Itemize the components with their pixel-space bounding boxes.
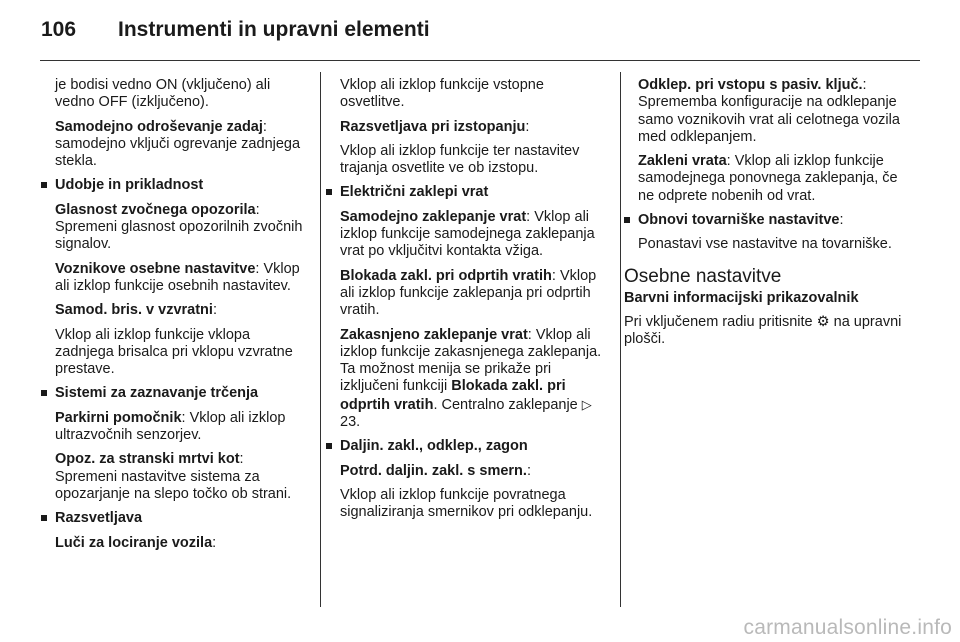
item-text: : Spremeni glasnost opozorilnih zvočnih signalov. [55, 201, 303, 253]
column-1 [55, 77, 307, 559]
item-colon: : [212, 302, 217, 319]
item-text: : Vklop ali izklop funkcije samodejnega ponovnega zaklepanja, če ne odprete nobenih od vrat. [638, 153, 898, 204]
col1-item-6 [55, 451, 307, 503]
bullet-factory-reset [638, 212, 908, 229]
item-text: : Vklop ali izklop funkcije osebnih nastavitev. [55, 260, 300, 294]
page-title: Instrumenti in upravni elementi [118, 18, 430, 41]
col1-item-4 [55, 302, 307, 319]
column-2 [340, 77, 602, 529]
col3-paragraph [624, 314, 908, 349]
bullet-lighting [55, 510, 307, 527]
col1-item-3 [55, 261, 307, 296]
col1-item-2 [55, 202, 307, 254]
bullet-title: Sistemi za zaznavanje trčenja [55, 385, 259, 402]
page-reference-icon: ▷ [581, 396, 592, 412]
item-text: : Vklop ali izklop ultrazvočnih senzorjev. [55, 409, 286, 444]
col2-item-3 [340, 268, 602, 320]
item-colon: : [525, 118, 530, 135]
bullet-collision [55, 385, 307, 402]
item-text: : Vklop ali izklop funkcije zakasnjenega zaklepanja. Ta možnost menija se prikaže pri izključeni funkciji [340, 326, 602, 395]
column-divider-1 [320, 72, 321, 607]
bullet-title-text: Obnovi tovarniške nastavitve [638, 212, 840, 229]
col3-item-1 [638, 77, 908, 146]
bullet-square-icon [41, 182, 47, 188]
item-title: Samodejno odroševanje zadaj [55, 118, 263, 135]
column-divider-2 [620, 72, 621, 607]
item-text: : Spremeni nastavitve sistema za opozarjanje na slepo točko ob strani. [55, 451, 292, 502]
item-title: Potrd. daljin. zakl. s smern. [340, 462, 527, 479]
settings-icon: ⚙ [816, 313, 830, 330]
col1-item-4-text: Vklop ali izklop funkcije vklopa zadnjega brisalca pri vklopu vzvratne prestave. [55, 326, 293, 378]
watermark: carmanualsonline.info [743, 616, 952, 639]
item-title: Opoz. za stranski mrtvi kot [55, 451, 240, 468]
col1-item-1 [55, 119, 307, 171]
col1-item-5 [55, 410, 307, 445]
col2-item-5 [340, 463, 602, 480]
bullet-title [638, 212, 908, 229]
col1-item-7 [55, 535, 307, 552]
item-text: : Sprememba konfiguracije na odklepanje samo voznikovih vrat ali celotnega vozila med odklepanjem. [638, 77, 900, 145]
bullet-title: Daljin. zakl., odklep., zagon [340, 438, 528, 455]
bullet-title: Udobje in prikladnost [55, 177, 204, 194]
bullet-comfort [55, 177, 307, 194]
bullet-remote [340, 438, 602, 455]
bullet-square-icon [41, 515, 47, 521]
bullet-square-icon [326, 443, 332, 449]
item-colon: : [526, 462, 531, 479]
header-rule [40, 60, 920, 61]
item-title: Luči za lociranje vozila [55, 534, 213, 551]
col2-item-5-text: Vklop ali izklop funkcije povratnega signaliziranja smernikov pri odklepanju. [340, 486, 593, 521]
bullet-square-icon [624, 217, 630, 223]
item-title: Zakasnjeno zaklepanje vrat [340, 326, 528, 343]
page-number: 106 [41, 18, 77, 41]
item-title: Voznikove osebne nastavitve [55, 260, 256, 277]
item-text: : Vklop ali izklop funkcije samodejnega zaklepanja vrat po vključitvi kontakta vžiga. [340, 208, 595, 260]
col2-item-2 [340, 209, 602, 261]
item-title: Razsvetljava pri izstopanju [340, 118, 526, 135]
item-text: : samodejno vključi ogrevanje zadnjega stekla. [55, 118, 301, 170]
col2-item-1 [340, 119, 602, 136]
item-text: : Vklop ali izklop funkcije zaklepanja pri odprtih vratih. [340, 267, 597, 319]
page-header [0, 0, 960, 62]
item-title: Blokada zakl. pri odprtih vratih [340, 267, 552, 284]
col2-item-1-text: Vklop ali izklop funkcije ter nastavitev trajanja osvetlite ve ob izstopu. [340, 142, 580, 177]
item-ref-page: 23. [340, 414, 361, 431]
bullet-colon: : [839, 212, 844, 229]
para-text: Pri vključenem radiu pritisnite [624, 313, 813, 330]
section-heading: Osebne nastavitve [624, 265, 782, 287]
col2-intro: Vklop ali izklop funkcije vstopne osvetlitve. [340, 77, 544, 111]
sub-heading: Barvni informacijski prikazovalnik [624, 289, 859, 306]
para-after: na upravni plošči. [624, 313, 902, 348]
item-title: Samodejno zaklepanje vrat [340, 208, 527, 225]
item-ref-after: . Centralno zaklepanje [433, 396, 578, 413]
col1-intro: je bodisi vedno ON (vključeno) ali vedno OFF (izključeno). [55, 77, 271, 111]
item-title: Zakleni vrata [638, 153, 727, 170]
item-ref-title: Blokada zakl. pri odprtih vratih [340, 378, 566, 413]
bullet-door-locks [340, 184, 602, 201]
column-3 [624, 77, 908, 356]
col3-item-2 [638, 153, 908, 205]
bullet-square-icon [326, 189, 332, 195]
item-title: Glasnost zvočnega opozorila [55, 201, 256, 218]
item-title: Samod. bris. v vzvratni [55, 302, 213, 319]
bullet-square-icon [41, 390, 47, 396]
item-text: : [212, 534, 217, 551]
item-title: Parkirni pomočnik [55, 409, 182, 426]
bullet-title: Razsvetljava [55, 510, 143, 527]
col3-item-3: Ponastavi vse nastavitve na tovarniške. [638, 236, 892, 253]
col2-item-4 [340, 327, 602, 432]
item-title: Odklep. pri vstopu s pasiv. ključ. [638, 77, 863, 93]
bullet-title: Električni zaklepi vrat [340, 184, 489, 201]
